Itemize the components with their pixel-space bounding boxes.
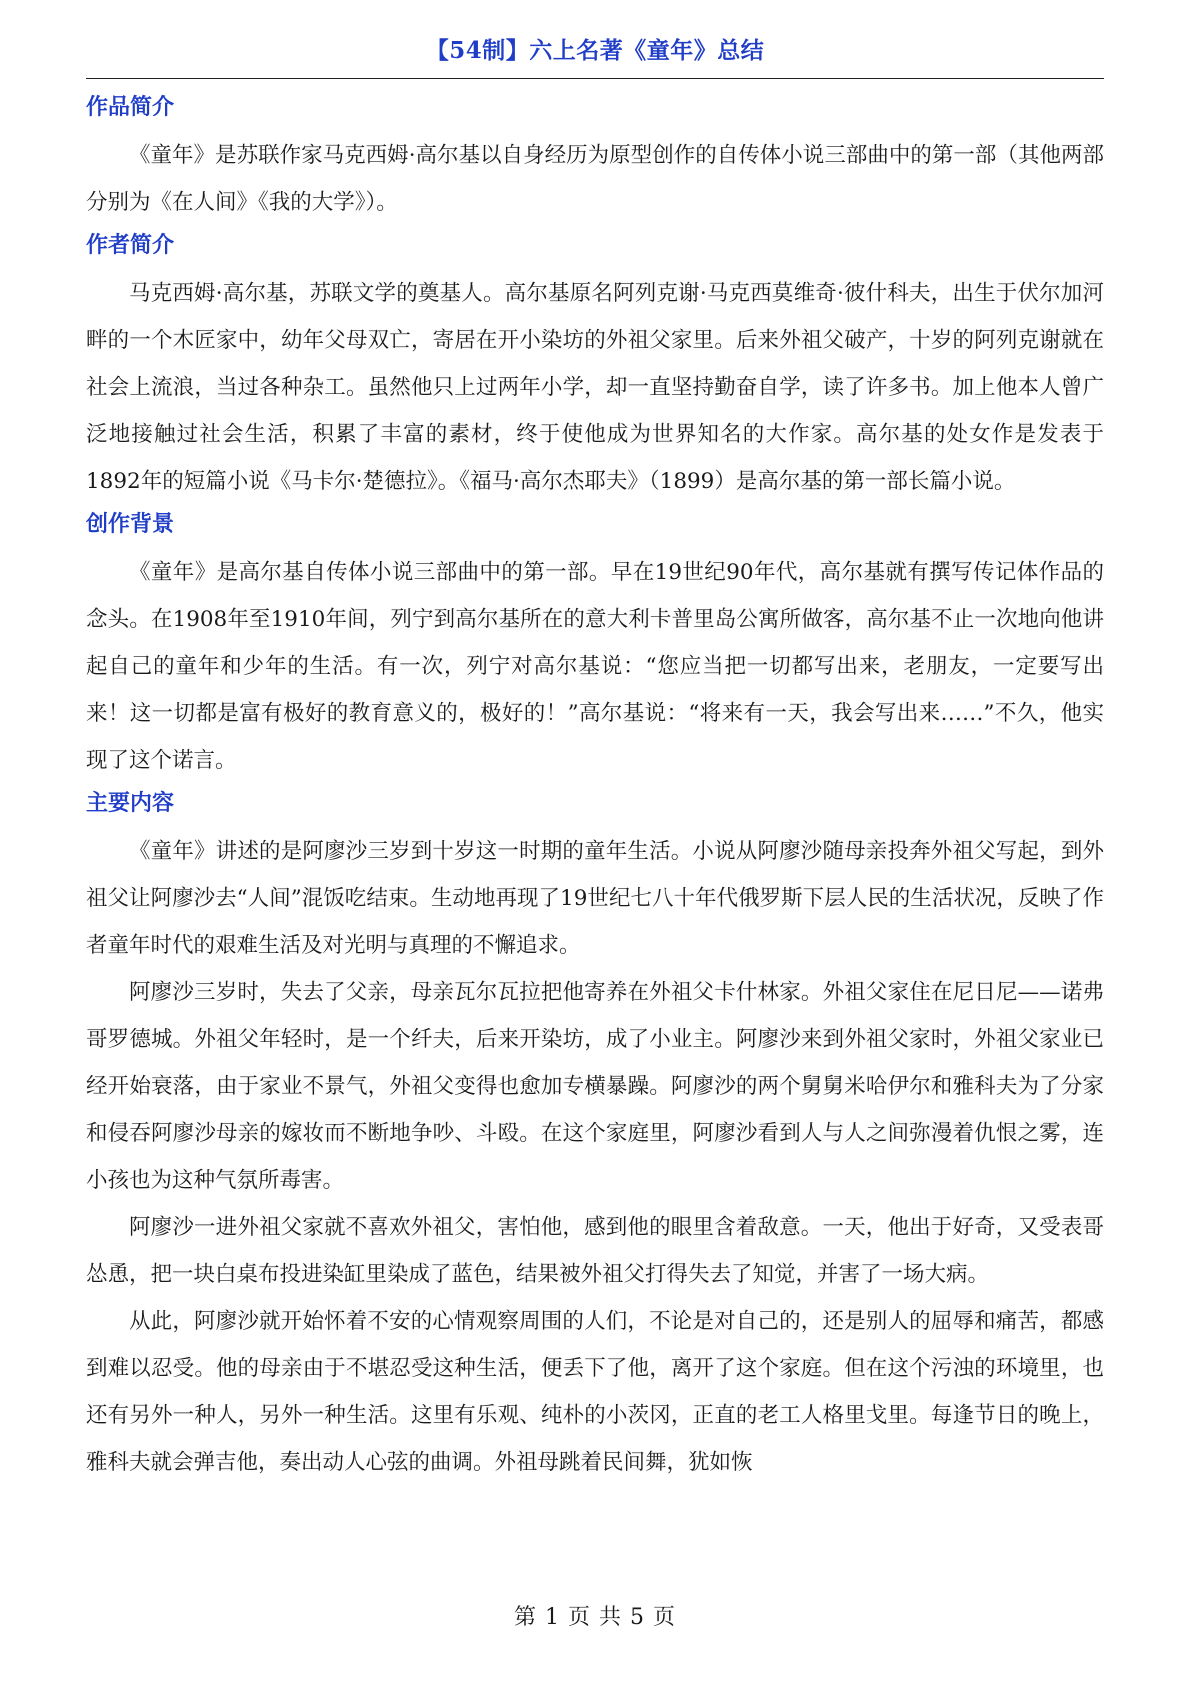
page-number: 第 1 页 共 5 页 <box>514 1605 676 1630</box>
paragraph: 《童年》讲述的是阿廖沙三岁到十岁这一时期的童年生活。小说从阿廖沙随母亲投奔外祖父写起，到外祖父让阿廖沙去“人间”混饭吃结束。生动地再现了19世纪七八十年代俄罗斯下层人民的生活状况，反映了作者童年时代的艰难生活及对光明与真理的不懈追求。 <box>86 839 1104 958</box>
page-title: 【54制】六上名著《童年》总结 <box>425 37 765 64</box>
section-content <box>86 784 1104 1486</box>
paragraph: 阿廖沙三岁时，失去了父亲，母亲瓦尔瓦拉把他寄养在外祖父卡什林家。外祖父家住在尼日尼——诺弗哥罗德城。外祖父年轻时，是一个纤夫，后来开染坊，成了小业主。阿廖沙来到外祖父家时，外祖父家业已经开始衰落，由于家业不景气，外祖父变得也愈加专横暴躁。阿廖沙的两个舅舅米哈伊尔和雅科夫为了分家和侵吞阿廖沙母亲的嫁妆而不断地争吵、斗殴。在这个家庭里，阿廖沙看到人与人之间弥漫着仇恨之雾，连小孩也为这种气氛所毒害。 <box>86 980 1104 1193</box>
section-title: 创作背景 <box>86 512 175 537</box>
section-title: 作者简介 <box>86 233 175 258</box>
section-author <box>86 226 1104 505</box>
section-title: 作品简介 <box>86 95 175 120</box>
paragraph: 马克西姆·高尔基，苏联文学的奠基人。高尔基原名阿列克谢·马克西莫维奇·彼什科夫，出生于伏尔加河畔的一个木匠家中，幼年父母双亡，寄居在开小染坊的外祖父家里。后来外祖父破产，十岁的阿列克谢就在社会上流浪，当过各种杂工。虽然他只上过两年小学，却一直坚持勤奋自学，读了许多书。加上他本人曾广泛地接触过社会生活，积累了丰富的素材，终于使他成为世界知名的大作家。高尔基的处女作是发表于1892年的短篇小说《马卡尔·楚德拉》。《福马·高尔杰耶夫》（1899）是高尔基的第一部长篇小说。 <box>86 281 1104 494</box>
paragraph: 《童年》是苏联作家马克西姆·高尔基以自身经历为原型创作的自传体小说三部曲中的第一部（其他两部分别为《在人间》《我的大学》）。 <box>86 143 1104 215</box>
paragraph: 《童年》是高尔基自传体小说三部曲中的第一部。早在19世纪90年代，高尔基就有撰写传记体作品的念头。在1908年至1910年间，列宁到高尔基所在的意大利卡普里岛公寓所做客，高尔基不止一次地向他讲起自己的童年和少年的生活。有一次，列宁对高尔基说：“您应当把一切都写出来，老朋友，一定要写出来！这一切都是富有极好的教育意义的，极好的！”高尔基说：“将来有一天，我会写出来……”不久，他实现了这个诺言。 <box>86 560 1104 773</box>
paragraph: 阿廖沙一进外祖父家就不喜欢外祖父，害怕他，感到他的眼里含着敌意。一天，他出于好奇，又受表哥怂恿，把一块白桌布投进染缸里染成了蓝色，结果被外祖父打得失去了知觉，并害了一场大病。 <box>86 1215 1104 1287</box>
section-title: 主要内容 <box>86 791 175 816</box>
header-divider <box>86 78 1104 79</box>
paragraph: 从此，阿廖沙就开始怀着不安的心情观察周围的人们，不论是对自己的，还是别人的屈辱和痛苦，都感到难以忍受。他的母亲由于不堪忍受这种生活，便丢下了他，离开了这个家庭。但在这个污浊的环境里，也还有另外一种人，另外一种生活。这里有乐观、纯朴的小茨冈，正直的老工人格里戈里。每逢节日的晚上，雅科夫就会弹吉他，奏出动人心弦的曲调。外祖母跳着民间舞，犹如恢 <box>86 1309 1104 1475</box>
section-intro <box>86 88 1104 226</box>
section-background <box>86 505 1104 784</box>
document-body <box>86 88 1104 1486</box>
